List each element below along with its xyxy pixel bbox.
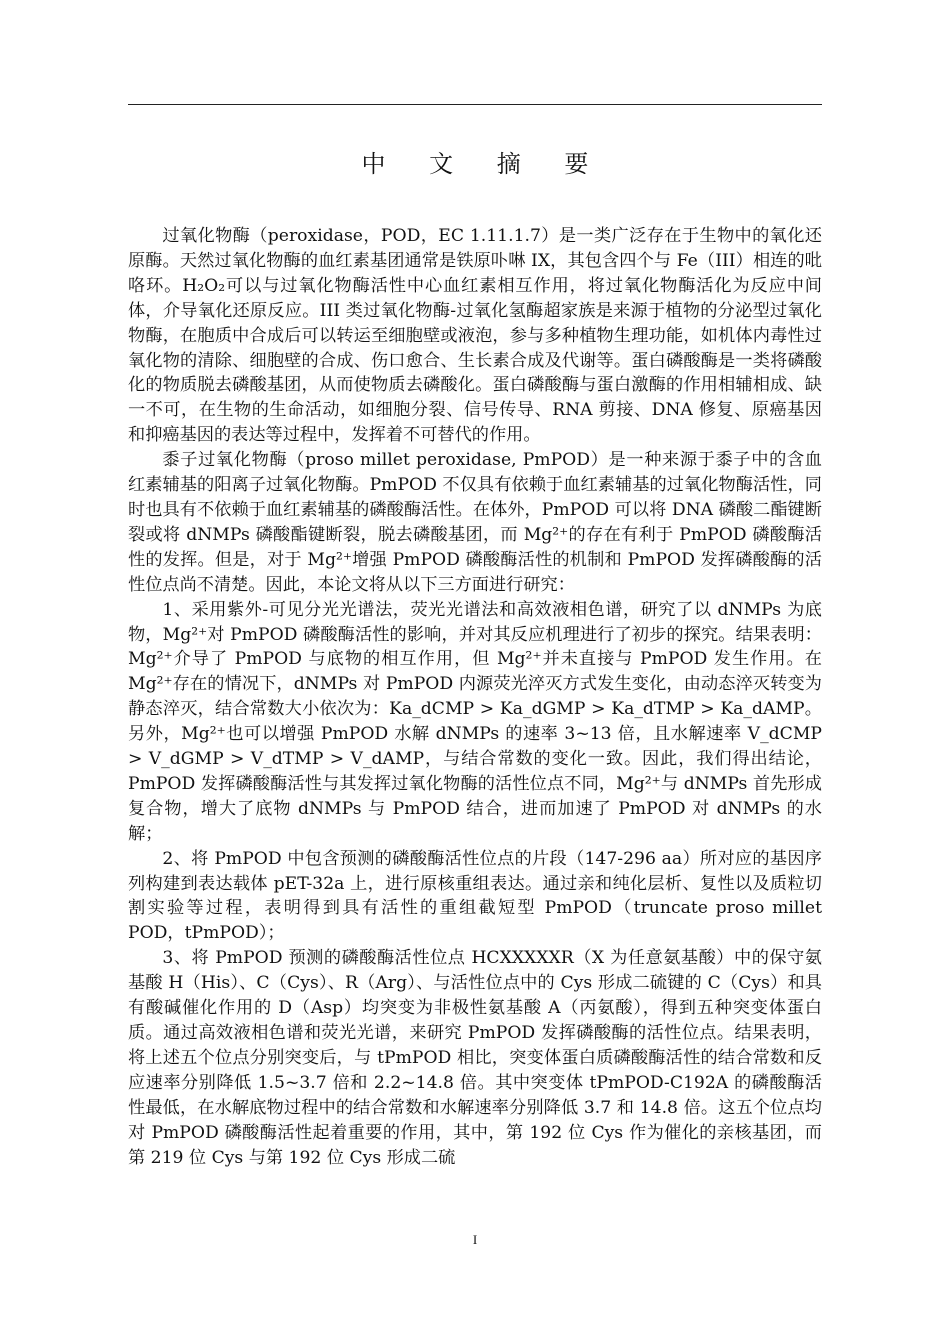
- paragraph-1: 过氧化物酶（peroxidase，POD，EC 1.11.1.7）是一类广泛存在于生物中的氧化还原酶。天然过氧化物酶的血红素基团通常是铁原卟啉 IX，其包含四个与 Fe（III）相连的吡咯环。H₂O₂可以与过氧化物酶活性中心血红素相互作用，将过氧化物酶活化为反应中间体，介导氧化还原反应。III 类过氧化物酶-过氧化氢酶超家族是来源于植物的分泌型过氧化物酶，在胞质中合成后可以转运至细胞壁或液泡，参与多种植物生理功能，如机体内毒性过氧化物的清除、细胞壁的合成、伤口愈合、生长素合成及代谢等。蛋白磷酸酶是一类将磷酸化的物质脱去磷酸基团，从而使物质去磷酸化。蛋白磷酸酶与蛋白激酶的作用相辅相成、缺一不可，在生物的生命活动，如细胞分裂、信号传导、RNA 剪接、DNA 修复、原癌基因和抑癌基因的表达等过程中，发挥着不可替代的作用。: [128, 226, 822, 446]
- paragraph-2: 黍子过氧化物酶（proso millet peroxidase, PmPOD）是一种来源于黍子中的含血红素辅基的阳离子过氧化物酶。PmPOD 不仅具有依赖于血红素辅基的过氧化物酶活性，同时也具有不依赖于血红素辅基的磷酸酶活性。在体外，PmPOD 可以将 DNA 磷酸二酯键断裂或将 dNMPs 磷酸酯键断裂，脱去磷酸基团，而 Mg²⁺的存在有利于 PmPOD 磷酸酶活性的发挥。但是，对于 Mg²⁺增强 PmPOD 磷酸酶活性的机制和 PmPOD 发挥磷酸酶的活性位点尚不清楚。因此，本论文将从以下三方面进行研究：: [128, 450, 822, 595]
- page-title: 中 文 摘 要: [361, 150, 607, 178]
- paragraph-5: 3、将 PmPOD 预测的磷酸酶活性位点 HCXXXXXR（X 为任意氨基酸）中的保守氨基酸 H（His）、C（Cys）、R（Arg）、与活性位点中的 Cys 形成二硫键的 C（Cys）和具有酸碱催化作用的 D（Asp）均突变为非极性氨基酸 A（丙氨酸），得到五种突变体蛋白质。通过高效液相色谱和荧光光谱，来研究 PmPOD 发挥磷酸酶的活性位点。结果表明，将上述五个位点分别突变后，与 tPmPOD 相比，突变体蛋白质磷酸酶活性的结合常数和反应速率分别降低 1.5~3.7 倍和 2.2~14.8 倍。其中突变体 tPmPOD-C192A 的磷酸酶活性最低，在水解底物过程中的结合常数和水解速率分别降低 3.7 和 14.8 倍。这五个位点均对 PmPOD 磷酸酶活性起着重要的作用，其中，第 192 位 Cys 作为催化的亲核基团，而第 219 位 Cys 与第 192 位 Cys 形成二硫: [128, 948, 822, 1168]
- paragraph-4: 2、将 PmPOD 中包含预测的磷酸酶活性位点的片段（147-296 aa）所对应的基因序列构建到表达载体 pET-32a 上，进行原核重组表达。通过亲和纯化层析、复性以及质粒切割实验等过程，表明得到具有活性的重组截短型 PmPOD（truncate proso millet POD，tPmPOD）；: [128, 848, 822, 944]
- abstract-body: [128, 224, 822, 1170]
- header-rule: [128, 104, 822, 105]
- page-number: I: [472, 1232, 478, 1247]
- paragraph-3: 1、采用紫外-可见分光光谱法，荧光光谱法和高效液相色谱，研究了以 dNMPs 为底物，Mg²⁺对 PmPOD 磷酸酶活性的影响，并对其反应机理进行了初步的探究。结果表明：Mg²⁺介导了 PmPOD 与底物的相互作用，但 Mg²⁺并未直接与 PmPOD 发生作用。在 Mg²⁺存在的情况下，dNMPs 对 PmPOD 内源荧光淬灭方式发生变化，由动态淬灭转变为静态淬灭，结合常数大小依次为：Ka_dCMP > Ka_dGMP > Ka_dTMP > Ka_dAMP。另外，Mg²⁺也可以增强 PmPOD 水解 dNMPs 的速率 3~13 倍，且水解速率 V_dCMP > V_dGMP > V_dTMP > V_dAMP，与结合常数的变化一致。因此，我们得出结论，PmPOD 发挥磷酸酶活性与其发挥过氧化物酶的活性位点不同，Mg²⁺与 dNMPs 首先形成复合物，增大了底物 dNMPs 与 PmPOD 结合，进而加速了 PmPOD 对 dNMPs 的水解；: [128, 599, 822, 844]
